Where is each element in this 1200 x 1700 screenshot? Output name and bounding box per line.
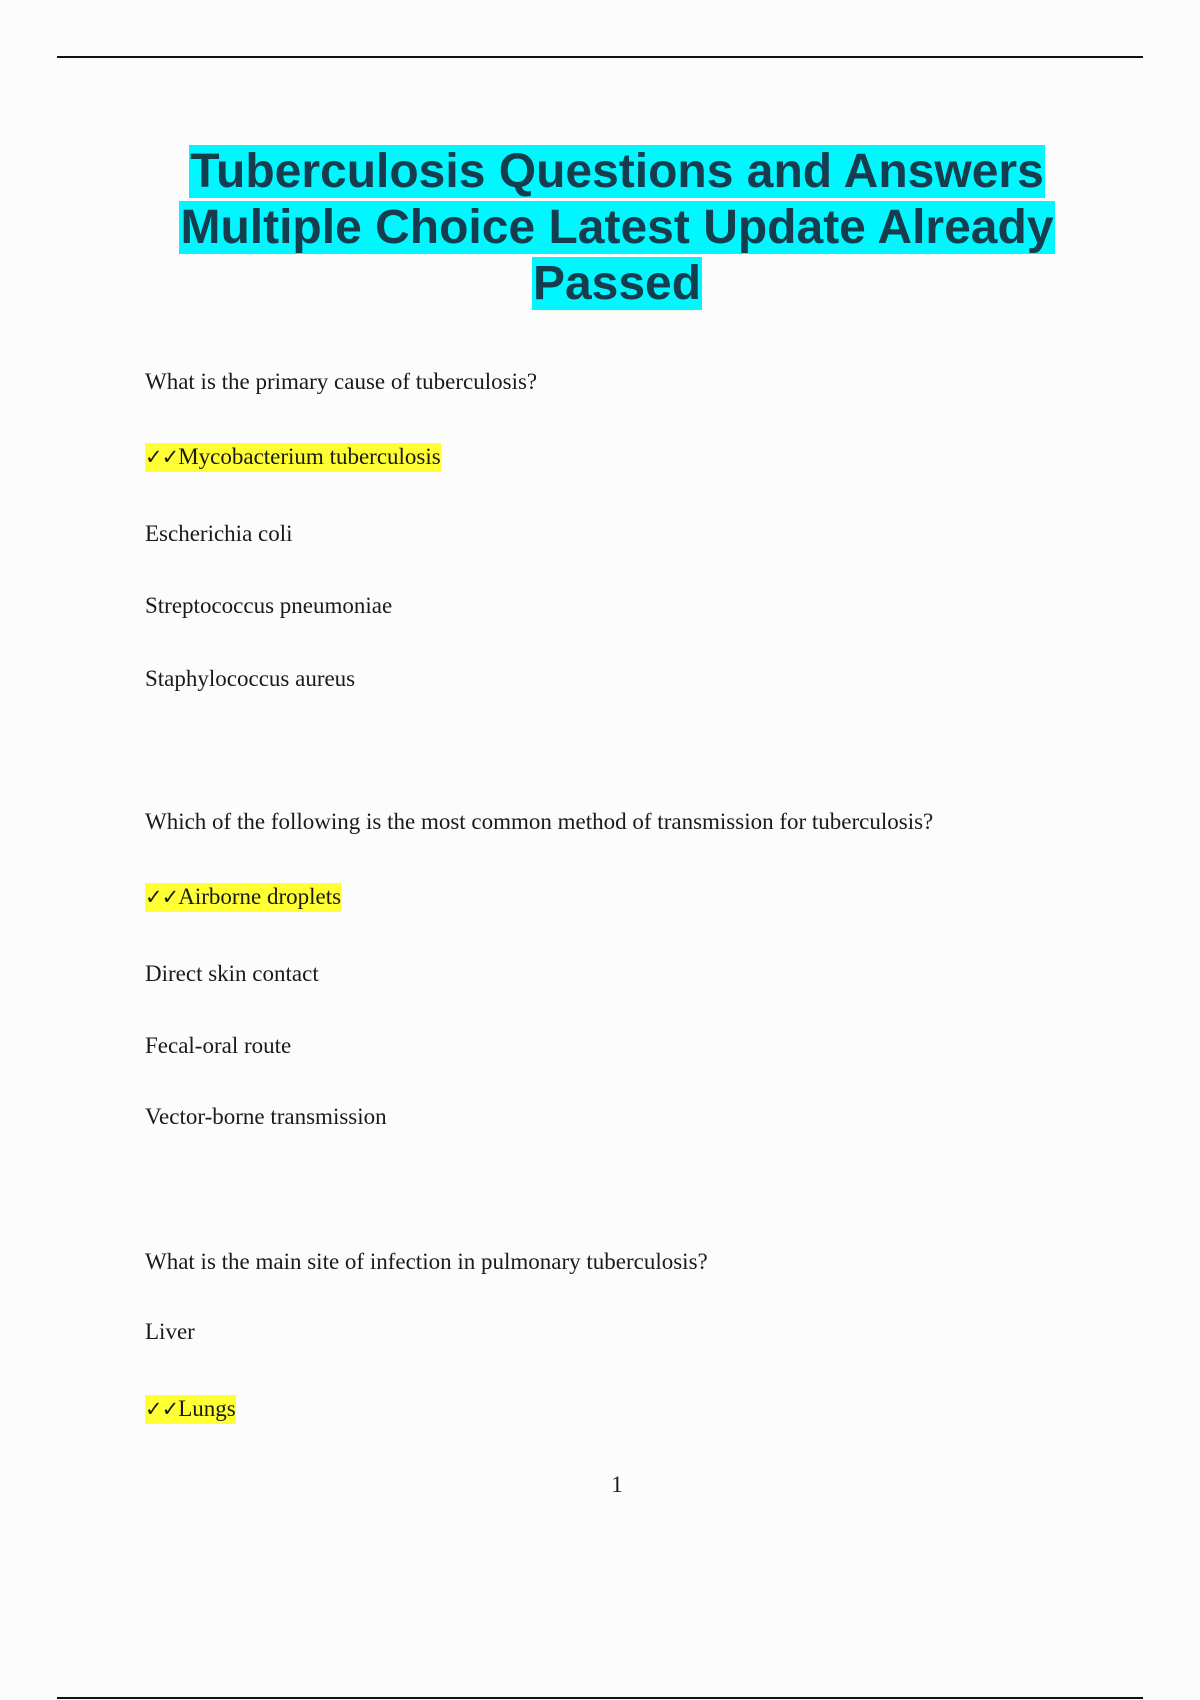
- question-3-option-1: Liver: [145, 1319, 195, 1344]
- title-line-1: Tuberculosis Questions and Answers: [190, 145, 1044, 198]
- title-line-2: Multiple Choice Latest Update Already: [180, 201, 1054, 254]
- question-2-option-4: Vector-borne transmission: [145, 1104, 387, 1129]
- page-number: 1: [611, 1472, 623, 1497]
- correct-answer-highlight: [145, 883, 341, 912]
- check-icon: ✓✓: [145, 885, 179, 909]
- question-2-option-3: Fecal-oral route: [145, 1033, 292, 1058]
- question-1-option-1: [145, 442, 441, 472]
- correct-answer-highlight: [145, 443, 441, 472]
- question-3-option-2: [145, 1394, 236, 1424]
- top-rule: [57, 56, 1143, 58]
- question-2-option-2: Direct skin contact: [145, 961, 319, 986]
- question-2-option-1: [145, 882, 341, 912]
- check-icon: ✓✓: [145, 445, 179, 469]
- question-1-option-2: Escherichia coli: [145, 521, 293, 546]
- document-title: [0, 144, 1200, 312]
- question-1: What is the primary cause of tuberculosis?: [145, 369, 538, 394]
- option-text: Lungs: [178, 1396, 236, 1421]
- bottom-rule: [57, 1697, 1143, 1699]
- option-text: Mycobacterium tuberculosis: [178, 444, 441, 469]
- correct-answer-highlight: [145, 1395, 236, 1424]
- check-icon: ✓✓: [145, 1397, 179, 1421]
- question-1-option-3: Streptococcus pneumoniae: [145, 593, 393, 618]
- question-2: Which of the following is the most common method of transmission for tuberculosis?: [145, 809, 934, 834]
- question-3: What is the main site of infection in pulmonary tuberculosis?: [145, 1249, 708, 1274]
- option-text: Airborne droplets: [178, 884, 342, 909]
- title-line-3: Passed: [532, 257, 702, 310]
- question-1-option-4: Staphylococcus aureus: [145, 666, 356, 691]
